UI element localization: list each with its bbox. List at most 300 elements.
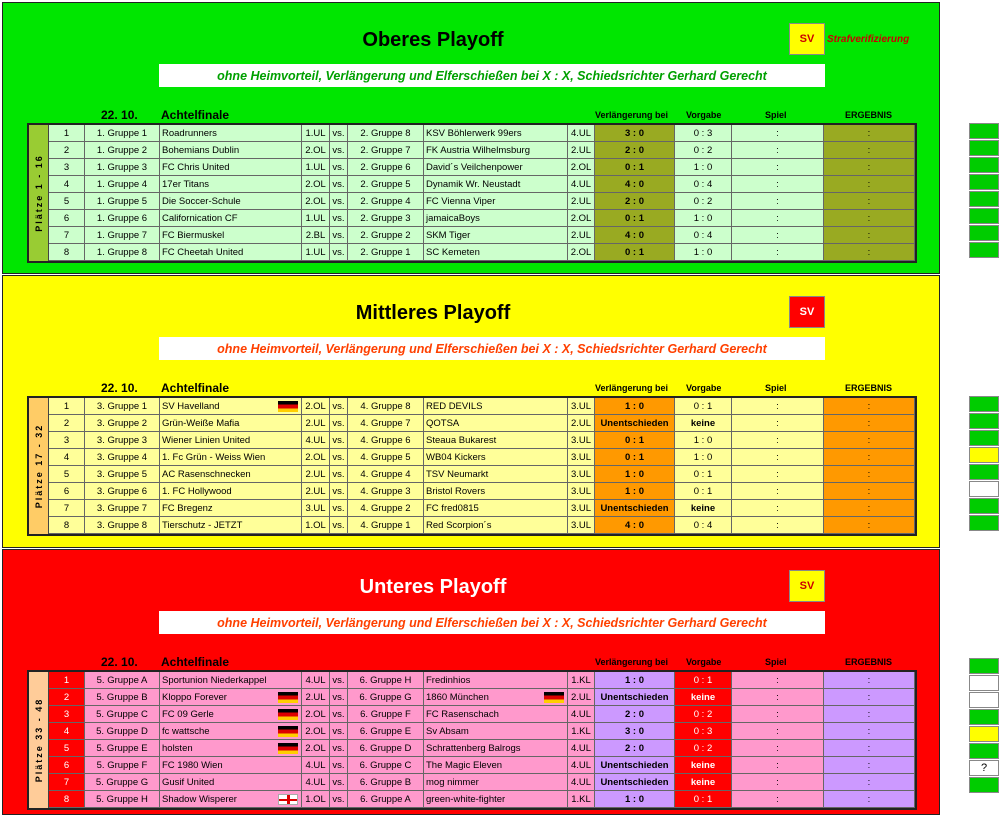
- row-number: 1: [49, 398, 85, 415]
- team-away: WB04 Kickers: [424, 449, 568, 466]
- header-extension: Verlängerung bei: [595, 383, 669, 393]
- versus-label: vs.: [330, 672, 348, 689]
- game-score[interactable]: :: [732, 176, 824, 193]
- status-box[interactable]: [969, 225, 999, 241]
- handicap-value: 0 : 3: [675, 723, 732, 740]
- round-label: Achtelfinale: [161, 108, 230, 122]
- team-home: 1. FC Hollywood: [160, 483, 302, 500]
- header-handicap: Vorgabe: [686, 383, 722, 393]
- result-value[interactable]: :: [824, 483, 915, 500]
- group-home: 3. Gruppe 6: [85, 483, 160, 500]
- group-away: 2. Gruppe 3: [348, 210, 424, 227]
- league-away: 2.OL: [568, 244, 595, 261]
- extension-value: Unentschieden: [595, 415, 675, 432]
- status-box[interactable]: [969, 430, 999, 446]
- row-number: 8: [49, 791, 85, 808]
- handicap-value: 1 : 0: [675, 244, 732, 261]
- extension-value: 0 : 1: [595, 244, 675, 261]
- handicap-value: keine: [675, 500, 732, 517]
- league-home: 1.UL: [302, 159, 330, 176]
- group-home: 3. Gruppe 1: [85, 398, 160, 415]
- status-box[interactable]: [969, 396, 999, 412]
- game-score[interactable]: :: [732, 672, 824, 689]
- status-box[interactable]: [969, 157, 999, 173]
- team-home: Wiener Linien United: [160, 432, 302, 449]
- team-away: SC Kemeten: [424, 244, 568, 261]
- group-home: 1. Gruppe 2: [85, 142, 160, 159]
- team-away: 1860 München: [424, 689, 568, 706]
- group-away: 4. Gruppe 2: [348, 500, 424, 517]
- header-result: ERGEBNIS: [845, 383, 893, 393]
- fixture-table: [27, 123, 917, 263]
- game-score[interactable]: :: [732, 415, 824, 432]
- result-value[interactable]: :: [824, 398, 915, 415]
- group-home: 3. Gruppe 7: [85, 500, 160, 517]
- group-home: 3. Gruppe 3: [85, 432, 160, 449]
- team-away: Schrattenberg Balrogs: [424, 740, 568, 757]
- handicap-value: 0 : 4: [675, 176, 732, 193]
- team-home: holsten: [160, 740, 302, 757]
- league-away: 4.UL: [568, 176, 595, 193]
- team-away: KSV Böhlerwerk 99ers: [424, 125, 568, 142]
- team-away: FC fred0815: [424, 500, 568, 517]
- result-value[interactable]: :: [824, 757, 915, 774]
- league-home: 1.OL: [302, 791, 330, 808]
- header-extension: Verlängerung bei: [595, 110, 669, 120]
- handicap-value: 0 : 3: [675, 125, 732, 142]
- versus-label: vs.: [330, 159, 348, 176]
- team-away: FC Rasenschach: [424, 706, 568, 723]
- league-home: 4.UL: [302, 757, 330, 774]
- league-away: 2.UL: [568, 227, 595, 244]
- status-box[interactable]: [969, 447, 999, 463]
- group-home: 1. Gruppe 8: [85, 244, 160, 261]
- fixture-table: [27, 396, 917, 536]
- team-away: TSV Neumarkt: [424, 466, 568, 483]
- group-away: 2. Gruppe 4: [348, 193, 424, 210]
- league-home: 2.UL: [302, 415, 330, 432]
- status-box[interactable]: [969, 481, 999, 497]
- league-home: 4.UL: [302, 774, 330, 791]
- extension-value: Unentschieden: [595, 689, 675, 706]
- row-number: 7: [49, 500, 85, 517]
- handicap-value: 0 : 1: [675, 398, 732, 415]
- row-number: 8: [49, 517, 85, 534]
- group-home: 3. Gruppe 5: [85, 466, 160, 483]
- team-away: Red Scorpion´s: [424, 517, 568, 534]
- result-value[interactable]: :: [824, 500, 915, 517]
- extension-value: 3 : 0: [595, 125, 675, 142]
- group-away: 6. Gruppe G: [348, 689, 424, 706]
- status-box[interactable]: [969, 726, 999, 742]
- section-yellow: [2, 275, 940, 548]
- extension-value: Unentschieden: [595, 500, 675, 517]
- match-date: 22. 10.: [101, 108, 138, 122]
- extension-value: Unentschieden: [595, 774, 675, 791]
- header-handicap: Vorgabe: [686, 110, 722, 120]
- section-title: Oberes Playoff: [362, 29, 504, 51]
- status-box[interactable]: [969, 675, 999, 691]
- status-box[interactable]: [969, 242, 999, 258]
- result-value[interactable]: :: [824, 159, 915, 176]
- game-score[interactable]: :: [732, 500, 824, 517]
- result-value[interactable]: :: [824, 672, 915, 689]
- versus-label: vs.: [330, 517, 348, 534]
- league-home: 2.OL: [302, 176, 330, 193]
- league-away: 2.UL: [568, 689, 595, 706]
- result-value[interactable]: :: [824, 689, 915, 706]
- group-home: 5. Gruppe C: [85, 706, 160, 723]
- versus-label: vs.: [330, 244, 348, 261]
- table-header: [3, 655, 941, 669]
- result-value[interactable]: :: [824, 415, 915, 432]
- extension-value: 0 : 1: [595, 449, 675, 466]
- league-away: 3.UL: [568, 483, 595, 500]
- result-value[interactable]: :: [824, 176, 915, 193]
- handicap-value: 0 : 1: [675, 791, 732, 808]
- game-score[interactable]: :: [732, 466, 824, 483]
- group-away: 2. Gruppe 5: [348, 176, 424, 193]
- handicap-value: 0 : 1: [675, 483, 732, 500]
- group-away: 2. Gruppe 8: [348, 125, 424, 142]
- row-number: 5: [49, 193, 85, 210]
- group-home: 5. Gruppe B: [85, 689, 160, 706]
- team-home: FC Cheetah United: [160, 244, 302, 261]
- group-away: 4. Gruppe 8: [348, 398, 424, 415]
- group-home: 5. Gruppe H: [85, 791, 160, 808]
- extension-value: 3 : 0: [595, 723, 675, 740]
- team-home: Roadrunners: [160, 125, 302, 142]
- handicap-value: 1 : 0: [675, 432, 732, 449]
- team-home: Bohemians Dublin: [160, 142, 302, 159]
- game-score[interactable]: :: [732, 517, 824, 534]
- league-away: 3.UL: [568, 432, 595, 449]
- round-label: Achtelfinale: [161, 655, 230, 669]
- game-score[interactable]: :: [732, 449, 824, 466]
- row-number: 7: [49, 774, 85, 791]
- game-score[interactable]: :: [732, 432, 824, 449]
- group-home: 1. Gruppe 7: [85, 227, 160, 244]
- status-box[interactable]: [969, 777, 999, 793]
- team-away: QOTSA: [424, 415, 568, 432]
- game-score[interactable]: :: [732, 244, 824, 261]
- status-box[interactable]: [969, 709, 999, 725]
- team-home: FC Bregenz: [160, 500, 302, 517]
- team-home: 17er Titans: [160, 176, 302, 193]
- group-away: 2. Gruppe 1: [348, 244, 424, 261]
- team-home: FC Chris United: [160, 159, 302, 176]
- table-header: [3, 108, 941, 122]
- game-score[interactable]: :: [732, 740, 824, 757]
- row-number: 7: [49, 227, 85, 244]
- league-away: 1.KL: [568, 672, 595, 689]
- game-score[interactable]: :: [732, 757, 824, 774]
- status-box[interactable]: [969, 174, 999, 190]
- row-number: 1: [49, 125, 85, 142]
- header-result: ERGEBNIS: [845, 110, 893, 120]
- game-score[interactable]: :: [732, 791, 824, 808]
- team-away: FK Austria Wilhelmsburg: [424, 142, 568, 159]
- section-title: Unteres Playoff: [359, 576, 507, 598]
- game-score[interactable]: :: [732, 723, 824, 740]
- result-value[interactable]: :: [824, 466, 915, 483]
- handicap-value: 0 : 2: [675, 706, 732, 723]
- places-text: Plätze 17 - 32: [33, 423, 44, 509]
- result-value[interactable]: :: [824, 774, 915, 791]
- row-number: 8: [49, 244, 85, 261]
- status-box[interactable]: [969, 515, 999, 531]
- result-value[interactable]: :: [824, 244, 915, 261]
- extension-value: 2 : 0: [595, 193, 675, 210]
- status-box[interactable]: [969, 692, 999, 708]
- game-score[interactable]: :: [732, 483, 824, 500]
- game-score[interactable]: :: [732, 774, 824, 791]
- team-home: Californication CF: [160, 210, 302, 227]
- england-flag-icon: [278, 794, 298, 805]
- versus-label: vs.: [330, 210, 348, 227]
- group-home: 1. Gruppe 1: [85, 125, 160, 142]
- result-value[interactable]: :: [824, 517, 915, 534]
- league-home: 3.UL: [302, 500, 330, 517]
- league-home: 1.OL: [302, 517, 330, 534]
- league-away: 3.UL: [568, 466, 595, 483]
- league-home: 2.OL: [302, 193, 330, 210]
- versus-label: vs.: [330, 398, 348, 415]
- group-home: 1. Gruppe 6: [85, 210, 160, 227]
- versus-label: vs.: [330, 757, 348, 774]
- league-home: 2.OL: [302, 723, 330, 740]
- league-away: 3.UL: [568, 398, 595, 415]
- match-date: 22. 10.: [101, 655, 138, 669]
- extension-value: 4 : 0: [595, 176, 675, 193]
- result-value[interactable]: :: [824, 227, 915, 244]
- table-header: [3, 381, 941, 395]
- status-box[interactable]: [969, 743, 999, 759]
- sv-button[interactable]: SV: [789, 296, 825, 328]
- extension-value: 2 : 0: [595, 142, 675, 159]
- header-result: ERGEBNIS: [845, 657, 893, 667]
- league-home: 2.OL: [302, 449, 330, 466]
- versus-label: vs.: [330, 500, 348, 517]
- status-box[interactable]: [969, 208, 999, 224]
- handicap-value: keine: [675, 774, 732, 791]
- row-number: 1: [49, 672, 85, 689]
- extension-value: 1 : 0: [595, 483, 675, 500]
- row-number: 6: [49, 210, 85, 227]
- league-away: 1.KL: [568, 723, 595, 740]
- game-score[interactable]: :: [732, 125, 824, 142]
- versus-label: vs.: [330, 689, 348, 706]
- status-box[interactable]: [969, 123, 999, 139]
- result-value[interactable]: :: [824, 193, 915, 210]
- status-box[interactable]: [969, 191, 999, 207]
- handicap-value: 0 : 4: [675, 517, 732, 534]
- versus-label: vs.: [330, 466, 348, 483]
- versus-label: vs.: [330, 449, 348, 466]
- group-away: 2. Gruppe 2: [348, 227, 424, 244]
- team-away: Steaua Bukarest: [424, 432, 568, 449]
- match-date: 22. 10.: [101, 381, 138, 395]
- league-home: 2.UL: [302, 689, 330, 706]
- group-away: 6. Gruppe H: [348, 672, 424, 689]
- status-box[interactable]: [969, 413, 999, 429]
- team-home: Tierschutz - JETZT: [160, 517, 302, 534]
- status-box[interactable]: [969, 464, 999, 480]
- handicap-value: 0 : 2: [675, 740, 732, 757]
- versus-label: vs.: [330, 740, 348, 757]
- game-score[interactable]: :: [732, 159, 824, 176]
- row-number: 2: [49, 689, 85, 706]
- team-away: green-white-fighter: [424, 791, 568, 808]
- row-number: 6: [49, 757, 85, 774]
- status-box[interactable]: [969, 498, 999, 514]
- team-home: Sportunion Niederkappel: [160, 672, 302, 689]
- row-number: 5: [49, 466, 85, 483]
- league-away: 1.KL: [568, 791, 595, 808]
- league-home: 2.OL: [302, 706, 330, 723]
- status-box[interactable]: [969, 658, 999, 674]
- team-home: FC Biermuskel: [160, 227, 302, 244]
- team-home: FC 09 Gerle: [160, 706, 302, 723]
- group-away: 4. Gruppe 5: [348, 449, 424, 466]
- row-number: 4: [49, 723, 85, 740]
- places-label: [29, 672, 49, 808]
- group-away: 2. Gruppe 6: [348, 159, 424, 176]
- versus-label: vs.: [330, 432, 348, 449]
- league-home: 2.OL: [302, 142, 330, 159]
- team-home: 1. Fc Grün - Weiss Wien: [160, 449, 302, 466]
- extension-value: 2 : 0: [595, 706, 675, 723]
- versus-label: vs.: [330, 774, 348, 791]
- league-away: 3.UL: [568, 449, 595, 466]
- versus-label: vs.: [330, 227, 348, 244]
- group-away: 4. Gruppe 6: [348, 432, 424, 449]
- league-home: 2.UL: [302, 483, 330, 500]
- handicap-value: keine: [675, 689, 732, 706]
- team-away: Bristol Rovers: [424, 483, 568, 500]
- versus-label: vs.: [330, 483, 348, 500]
- germany-flag-icon: [278, 743, 298, 754]
- result-value[interactable]: :: [824, 432, 915, 449]
- status-box[interactable]: [969, 140, 999, 156]
- places-text: Plätze 1 - 16: [33, 154, 44, 232]
- group-home: 5. Gruppe F: [85, 757, 160, 774]
- germany-flag-icon: [278, 726, 298, 737]
- game-score[interactable]: :: [732, 706, 824, 723]
- team-home: fc wattsche: [160, 723, 302, 740]
- sv-button[interactable]: SV: [789, 23, 825, 55]
- team-away: SKM Tiger: [424, 227, 568, 244]
- versus-label: vs.: [330, 706, 348, 723]
- result-value[interactable]: :: [824, 740, 915, 757]
- team-away: mog nimmer: [424, 774, 568, 791]
- result-value[interactable]: :: [824, 210, 915, 227]
- result-value[interactable]: :: [824, 449, 915, 466]
- team-away: Fredinhios: [424, 672, 568, 689]
- game-score[interactable]: :: [732, 227, 824, 244]
- group-away: 4. Gruppe 4: [348, 466, 424, 483]
- row-number: 6: [49, 483, 85, 500]
- extension-value: 0 : 1: [595, 210, 675, 227]
- rules-banner: ohne Heimvorteil, Verlängerung und Elferschießen bei X : X, Schiedsrichter Gerhard Gerecht: [159, 64, 825, 87]
- team-home: Kloppo Forever: [160, 689, 302, 706]
- team-away: David´s Veilchenpower: [424, 159, 568, 176]
- germany-flag-icon: [278, 692, 298, 703]
- league-away: 3.UL: [568, 500, 595, 517]
- group-away: 4. Gruppe 7: [348, 415, 424, 432]
- group-away: 6. Gruppe A: [348, 791, 424, 808]
- league-home: 2.BL: [302, 227, 330, 244]
- group-home: 1. Gruppe 3: [85, 159, 160, 176]
- extension-value: 0 : 1: [595, 159, 675, 176]
- league-home: 1.UL: [302, 210, 330, 227]
- group-home: 3. Gruppe 4: [85, 449, 160, 466]
- result-value[interactable]: :: [824, 142, 915, 159]
- status-box[interactable]: ?: [969, 760, 999, 776]
- sv-button[interactable]: SV: [789, 570, 825, 602]
- league-home: 2.OL: [302, 398, 330, 415]
- result-value[interactable]: :: [824, 791, 915, 808]
- team-home: AC Rasenschnecken: [160, 466, 302, 483]
- extension-value: 4 : 0: [595, 517, 675, 534]
- handicap-value: keine: [675, 415, 732, 432]
- game-score[interactable]: :: [732, 210, 824, 227]
- header-game: Spiel: [765, 383, 787, 393]
- league-home: 4.UL: [302, 432, 330, 449]
- germany-flag-icon: [278, 709, 298, 720]
- extension-value: 0 : 1: [595, 432, 675, 449]
- versus-label: vs.: [330, 415, 348, 432]
- section-red: [2, 549, 940, 815]
- handicap-value: 1 : 0: [675, 210, 732, 227]
- result-value[interactable]: :: [824, 706, 915, 723]
- versus-label: vs.: [330, 176, 348, 193]
- fixture-table: [27, 670, 917, 810]
- group-away: 2. Gruppe 7: [348, 142, 424, 159]
- group-away: 6. Gruppe E: [348, 723, 424, 740]
- result-value[interactable]: :: [824, 125, 915, 142]
- group-home: 5. Gruppe G: [85, 774, 160, 791]
- handicap-value: 0 : 1: [675, 672, 732, 689]
- group-home: 1. Gruppe 4: [85, 176, 160, 193]
- versus-label: vs.: [330, 142, 348, 159]
- group-away: 4. Gruppe 3: [348, 483, 424, 500]
- group-home: 3. Gruppe 2: [85, 415, 160, 432]
- league-away: 4.UL: [568, 706, 595, 723]
- section-green: [2, 2, 940, 274]
- handicap-value: 0 : 4: [675, 227, 732, 244]
- game-score[interactable]: :: [732, 142, 824, 159]
- places-label: [29, 398, 49, 534]
- handicap-value: 1 : 0: [675, 449, 732, 466]
- extension-value: 2 : 0: [595, 740, 675, 757]
- extension-value: Unentschieden: [595, 757, 675, 774]
- game-score[interactable]: :: [732, 193, 824, 210]
- team-away: RED DEVILS: [424, 398, 568, 415]
- result-value[interactable]: :: [824, 723, 915, 740]
- team-home: Grün-Weiße Mafia: [160, 415, 302, 432]
- league-home: 2.UL: [302, 466, 330, 483]
- game-score[interactable]: :: [732, 689, 824, 706]
- extension-value: 4 : 0: [595, 227, 675, 244]
- row-number: 3: [49, 159, 85, 176]
- germany-flag-icon: [278, 401, 298, 412]
- team-away: Dynamik Wr. Neustadt: [424, 176, 568, 193]
- league-away: 4.UL: [568, 125, 595, 142]
- game-score[interactable]: :: [732, 398, 824, 415]
- group-away: 6. Gruppe F: [348, 706, 424, 723]
- versus-label: vs.: [330, 193, 348, 210]
